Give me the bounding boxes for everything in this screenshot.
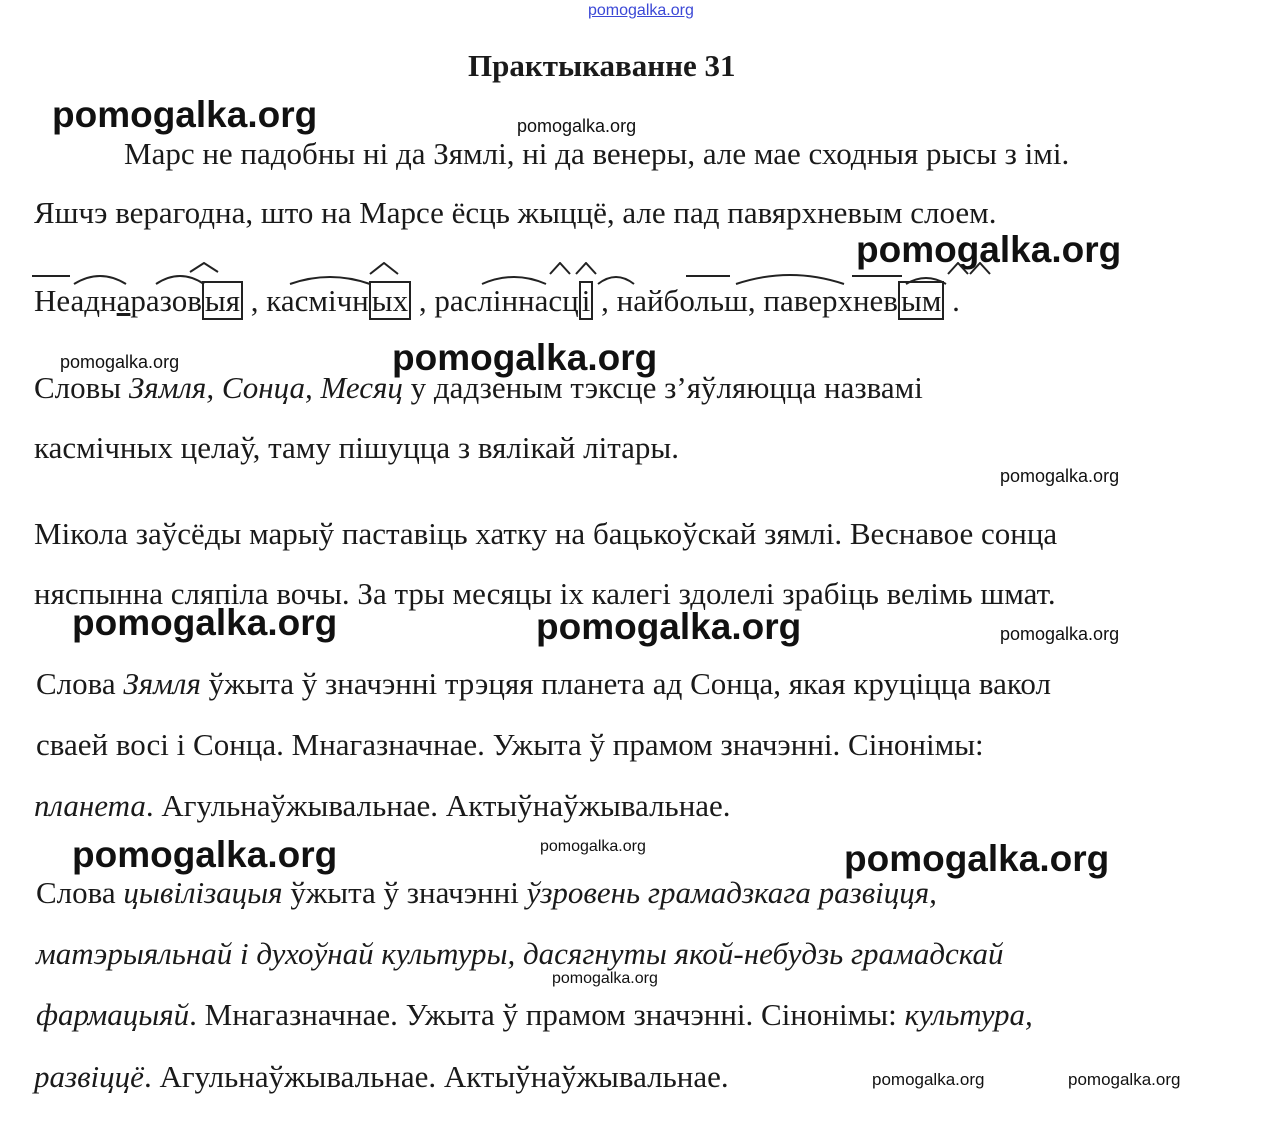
watermark: pomogalka.org: [392, 337, 658, 378]
paragraph-line: няспынна сляпіла вочы. За тры месяцы іх калегі здолелі зрабіць велімь шмат.: [34, 576, 1056, 611]
watermark: pomogalka.org: [1000, 624, 1120, 644]
paragraph-line: Слова цывілізацыя ўжыта ў значэнні ўзровень грамадзкага развіцця,: [36, 875, 937, 910]
paragraph-line: Слова Зямля ўжыта ў значэнні трэцяя планета ад Сонца, якая круціцца вакол: [36, 666, 1051, 701]
paragraph-line: касмічных целаў, таму пішуцца з вялікай літары.: [34, 430, 679, 465]
word-najbolsh: найбольш,: [616, 283, 756, 318]
watermark: pomogalka.org: [872, 1070, 985, 1089]
paragraph-line: Марс не падобны ні да Зямлі, ні да венеры, але мае сходныя рысы з імі.: [124, 136, 1070, 171]
paragraph-line: Мікола заўсёды марыў паставіць хатку на бацькоўскай зямлі. Веснавое сонца: [34, 516, 1058, 551]
word-paverkhnevym: паверхневым: [763, 281, 944, 320]
watermark: pomogalka.org: [1000, 466, 1120, 486]
watermark: pomogalka.org: [1068, 1070, 1181, 1089]
paragraph-line: матэрыяльнай і духоўнай культуры, дасягнуты якой-небудзь грамадскай: [36, 936, 1004, 971]
page-title: Практыкаванне 31: [468, 48, 736, 83]
watermark: pomogalka.org: [536, 606, 802, 647]
watermark: pomogalka.org: [856, 229, 1122, 270]
word-raslinnasci: расліннасці: [434, 281, 593, 320]
watermark: pomogalka.org: [552, 970, 658, 987]
paragraph-line: развіццё. Агульнаўжывальнае. Актыўнаўжывальнае.: [34, 1059, 729, 1094]
word-kasmichnykh: касмічных: [266, 281, 411, 320]
watermark: pomogalka.org: [517, 116, 637, 136]
watermark: pomogalka.org: [540, 838, 646, 855]
paragraph-line: сваей восі і Сонца. Мнагазначнае. Ужыта ў прамом значэнні. Сінонімы:: [36, 727, 984, 762]
watermark: pomogalka.org: [60, 352, 180, 372]
watermark: pomogalka.org: [52, 94, 318, 135]
morphology-line: Неаднаразовыя , касмічных , расліннасці , найбольш, паверхневым .: [34, 283, 960, 318]
watermark: pomogalka.org: [72, 602, 338, 643]
word-neadnarazovyya: Неаднаразовыя: [34, 281, 243, 320]
watermark: pomogalka.org: [844, 838, 1110, 879]
watermark-top[interactable]: pomogalka.org: [588, 2, 694, 19]
watermark: pomogalka.org: [72, 834, 338, 875]
paragraph-line: фармацыяй. Мнагазначнае. Ужыта ў прамом значэнні. Сінонімы: культура,: [36, 997, 1033, 1032]
paragraph-line: Яшчэ верагодна, што на Марсе ёсць жыццё, але пад павярхневым слоем.: [34, 195, 997, 230]
paragraph-line: Словы Зямля, Сонца, Месяц у дадзеным тэксце з’яўляюцца назвамі: [34, 370, 923, 405]
paragraph-line: планета. Агульнаўжывальнае. Актыўнаўжывальнае.: [34, 788, 731, 823]
